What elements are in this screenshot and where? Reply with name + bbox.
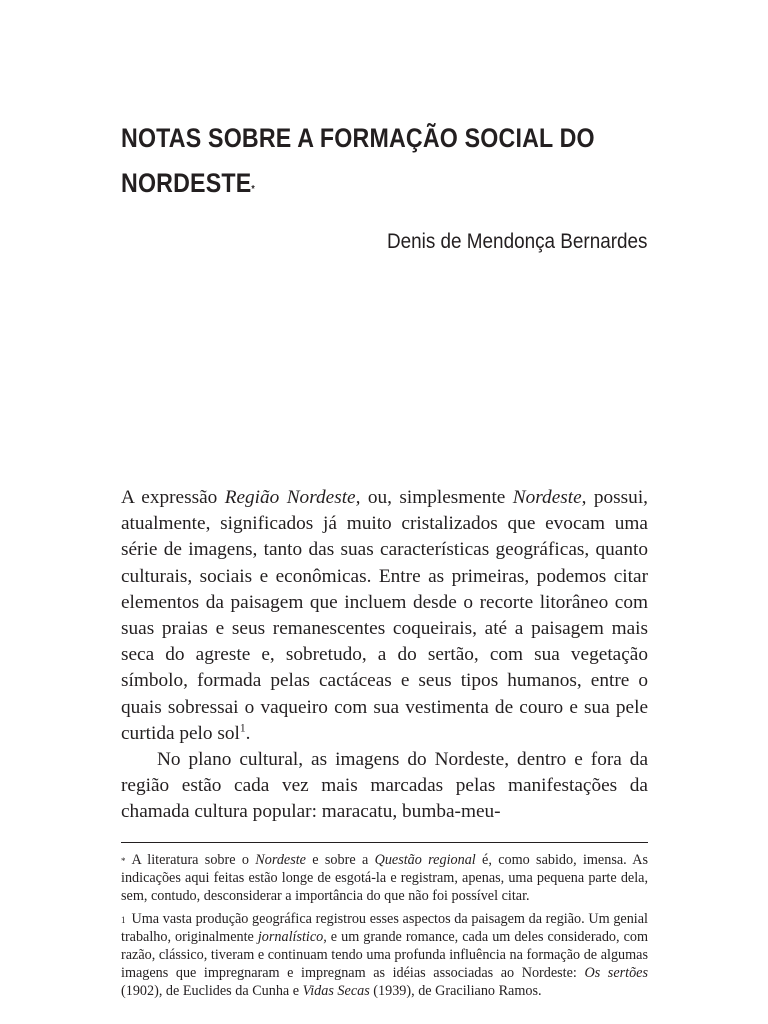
footnote-text: (1939), de Graciliano Ramos. <box>369 983 542 1000</box>
italic-term: Região Nordeste, <box>224 487 361 508</box>
paragraph-text: . <box>245 722 251 744</box>
footnote-text: , e um grande romance, cada um deles considerado, com razão, clássico, tiveram e continuam tendo uma profunda influência na formação de algumas imagens que impregnaram e impregnam as idéias associadas ao Nordeste: <box>121 928 648 982</box>
italic-term: Os sertões <box>584 965 648 982</box>
footnote-text: (1902), de Euclides da Cunha e <box>121 983 303 1000</box>
footnote <box>121 910 648 1001</box>
author-name: Denis de Mendonça Bernardes <box>387 230 648 253</box>
footnote-text: A literatura sobre o <box>131 852 256 868</box>
footnote-text: é, como sabido, imensa. As indicações aqui feitas estão longe de esgotá-la e registram, apenas, uma pequena parte dela, sem, contudo, desconsiderar a importância do que não foi possível citar. <box>121 852 648 905</box>
italic-term: jornalístico <box>257 928 324 945</box>
italic-term: Nordeste <box>255 852 306 868</box>
italic-term: Vidas Secas <box>302 983 370 1000</box>
footnote-marker: * <box>121 856 126 866</box>
footnote-text: Uma vasta produção geográfica registrou esses aspectos da paisagem da região. Um genial trabalho, originalmente <box>121 910 648 945</box>
paragraph: No plano cultural, as imagens do Nordeste, dentro e fora da região estão cada vez mais marcadas pelas manifestações da chamada cultura popular: maracatu, bumba-meu- <box>121 749 648 823</box>
italic-term: Nordeste <box>512 487 582 508</box>
paragraph-text: , possui, atualmente, significados já muito cristalizados que evocam uma série de imagens, tanto das suas características geográficas, quanto culturais, sociais e econômicas. Entre as primeiras, podemos citar elementos da paisagem que incluem desde o recorte litorâneo com suas praias e seus remanescentes coqueirais, até a paisagem mais seca do agreste e, sobretudo, a do sertão, com sua vegetação símbolo, formada pelas cactáceas e seus tipos humanos, entre o quais sobressai o vaqueiro com sua vestimenta de couro e sua pele curtida pelo sol <box>121 487 648 744</box>
article-title-text: NOTAS SOBRE A FORMAÇÃO SOCIAL DO NORDESTE <box>121 123 595 198</box>
title-footnote-marker: * <box>251 184 255 195</box>
footnote-reference: 1 <box>239 721 246 735</box>
article-title <box>121 116 654 206</box>
paragraph-text: A expressão <box>121 487 225 508</box>
footnotes <box>121 851 648 1005</box>
paragraph <box>121 485 648 747</box>
paragraph-text: ou, simplesmente <box>360 487 513 508</box>
footnote <box>121 851 648 906</box>
footnote-marker: 1 <box>121 914 126 925</box>
footnote-divider <box>121 842 648 843</box>
footnote-text: e sobre a <box>305 852 375 868</box>
body-text <box>121 485 648 826</box>
italic-term: Questão regional <box>374 852 476 868</box>
